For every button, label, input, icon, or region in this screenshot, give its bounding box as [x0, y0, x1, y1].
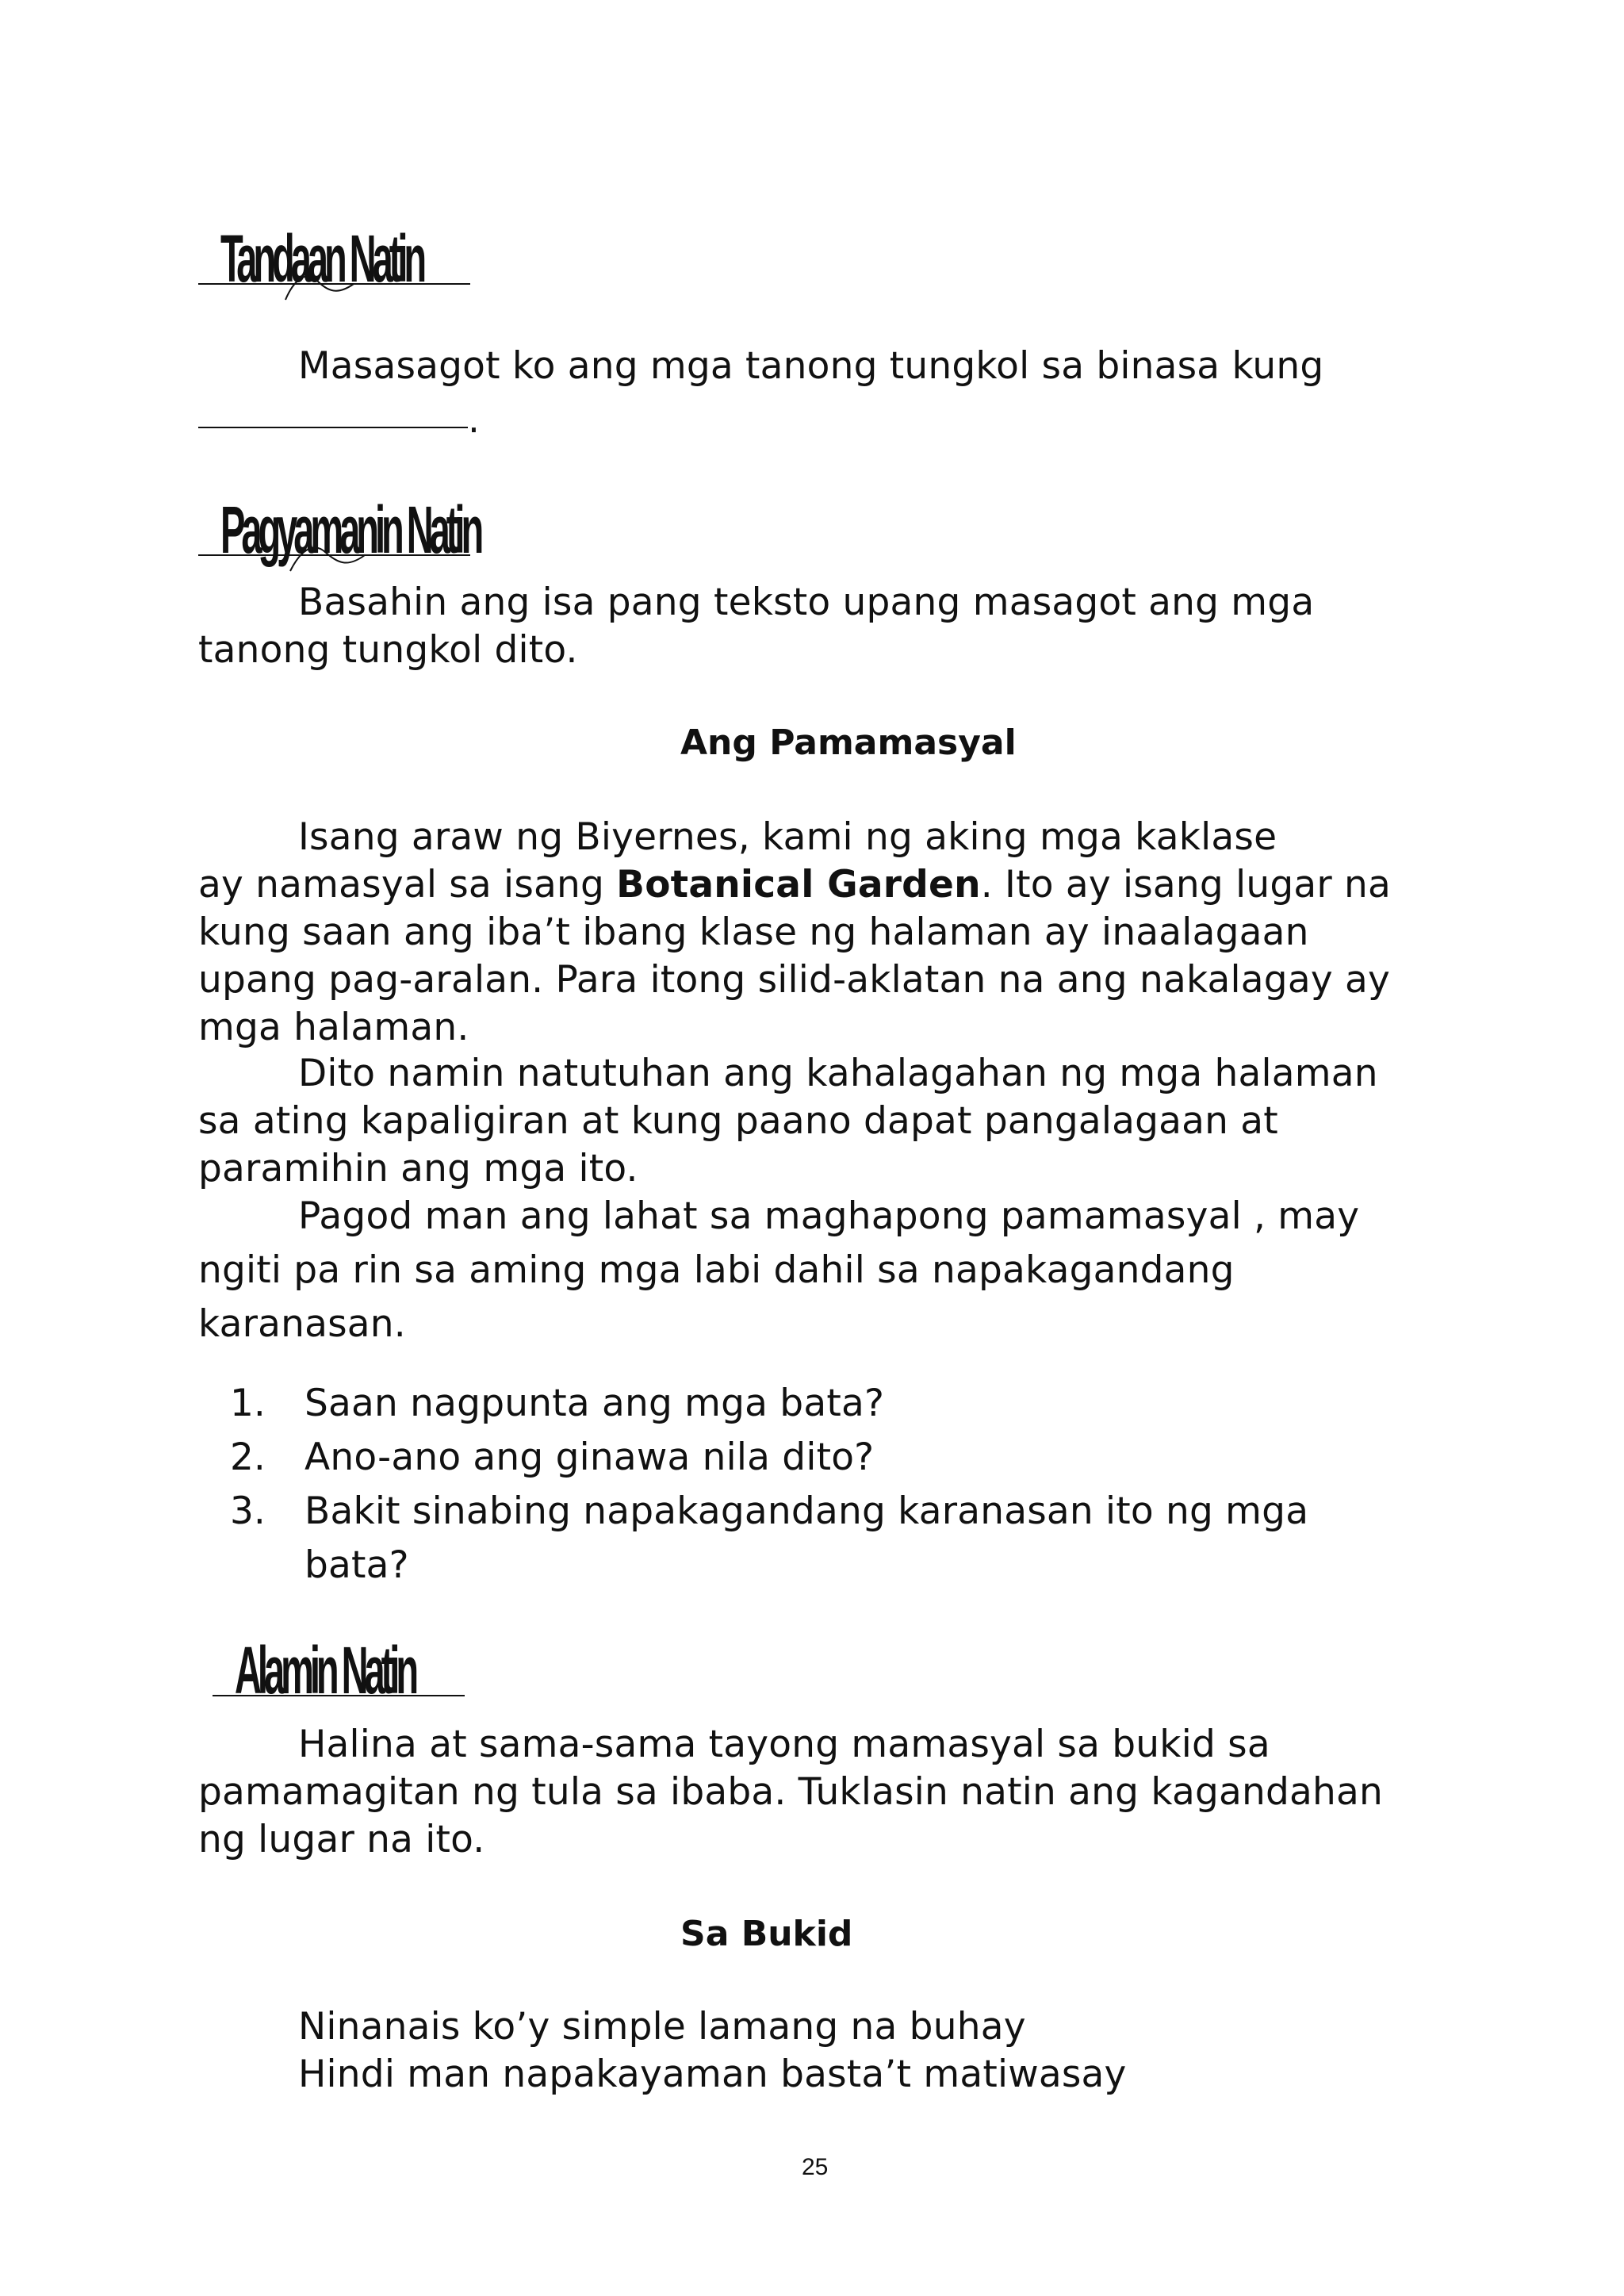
story-p3-line-3: karanasan. [198, 1302, 406, 1346]
story-p1-line-5: mga halaman. [198, 1006, 469, 1049]
question-text: Bakit sinabing napakagandang karanasan ito ng mga [304, 1489, 1309, 1533]
question-text: Saan nagpunta ang mga bata? [304, 1382, 885, 1425]
question-number: 3. [230, 1489, 266, 1533]
heading-text: Tandaan Natin [220, 221, 423, 296]
answer-blank-line [198, 427, 468, 428]
alamin-line-1: Halina at sama-sama tayong mamasyal sa bukid sa [298, 1723, 1270, 1766]
answer-blank-period: . [468, 398, 481, 442]
story-p1-line-2 [198, 861, 1391, 909]
story-text: . Ito ay isang lugar na [980, 863, 1392, 907]
botanical-garden-bold: Botanical Garden [616, 863, 981, 907]
poem-line-1: Ninanais ko’y simple lamang na buhay [298, 2005, 1026, 2049]
pagyamanin-line-2: tanong tungkol dito. [198, 628, 578, 672]
question-number: 1. [230, 1382, 266, 1425]
question-text-continued: bata? [304, 1543, 409, 1587]
pagyamanin-line-1: Basahin ang isa pang teksto upang masagot ang mga [298, 581, 1315, 624]
alamin-line-3: ng lugar na ito. [198, 1818, 485, 1861]
story-p2-line-3: paramihin ang mga ito. [198, 1147, 638, 1190]
question-number: 2. [230, 1435, 266, 1479]
tandaan-line-1: Masasagot ko ang mga tanong tungkol sa binasa kung [298, 344, 1324, 388]
story-p2-line-2: sa ating kapaligiran at kung paano dapat pangalagaan at [198, 1099, 1278, 1143]
heading-text: Alamin Natin [235, 1633, 416, 1708]
section-heading-pagyamanin [197, 470, 482, 581]
poem-title: Sa Bukid [680, 1914, 853, 1954]
section-heading-alamin [211, 1610, 496, 1721]
story-text: ay namasyal sa isang [198, 863, 617, 907]
heading-text: Pagyamanin Natin [220, 493, 481, 567]
alamin-line-2: pamamagitan ng tula sa ibaba. Tuklasin natin ang kagandahan [198, 1770, 1383, 1814]
story-p2-line-1: Dito namin natutuhan ang kahalagahan ng mga halaman [298, 1052, 1378, 1095]
question-text: Ano-ano ang ginawa nila dito? [304, 1435, 875, 1479]
page-number: 25 [802, 2154, 829, 2180]
story-p1-line-3: kung saan ang iba’t ibang klase ng halaman ay inaalagaan [198, 910, 1309, 954]
story-p3-line-1: Pagod man ang lahat sa maghapong pamamasyal , may [298, 1194, 1360, 1238]
story-p1-line-1: Isang araw ng Biyernes, kami ng aking mga kaklase [298, 815, 1277, 859]
story-title: Ang Pamamasyal [680, 723, 1017, 763]
story-p3-line-2: ngiti pa rin sa aming mga labi dahil sa napakagandang [198, 1248, 1235, 1292]
section-heading-tandaan [197, 198, 482, 309]
story-p1-line-4: upang pag-aralan. Para itong silid-aklatan na ang nakalagay ay [198, 958, 1390, 1002]
poem-line-2: Hindi man napakayaman basta’t matiwasay [298, 2053, 1127, 2096]
